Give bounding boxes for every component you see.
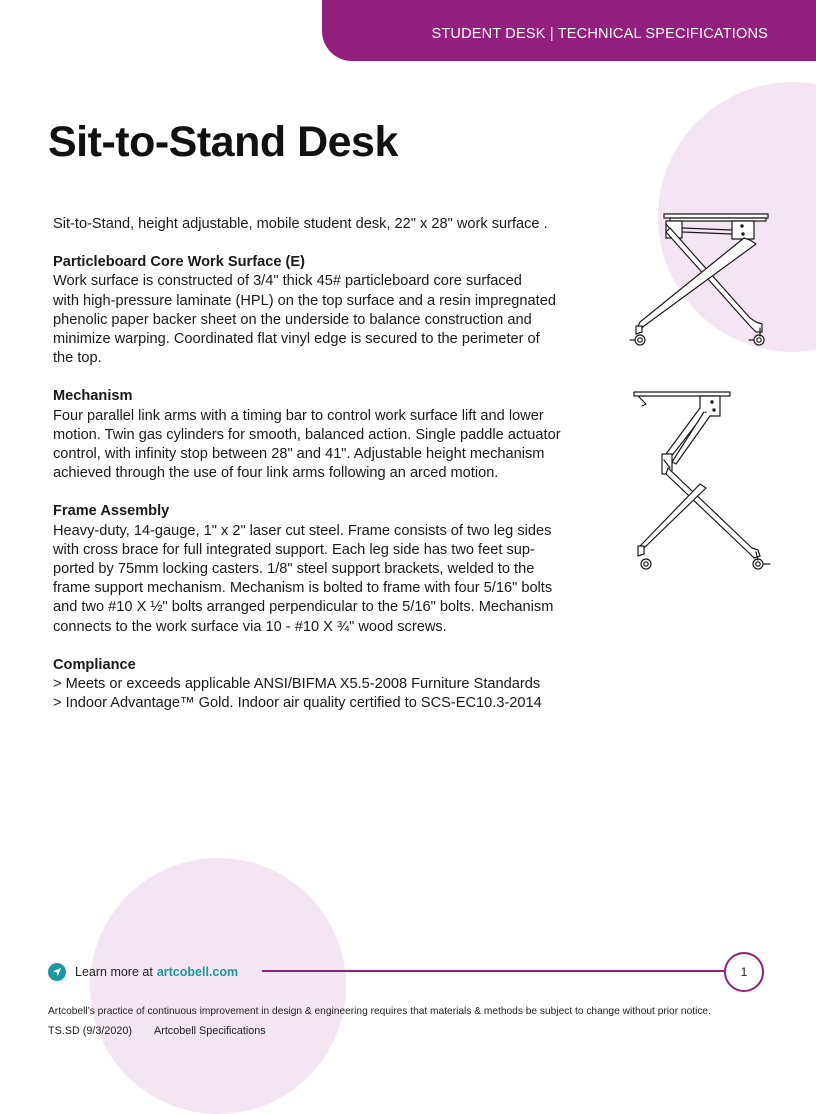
section-body — [53, 675, 613, 713]
header-label: STUDENT DESK | TECHNICAL SPECIFICATIONS — [431, 26, 768, 42]
body-line: and two #10 X ½" bolts arranged perpendicular to the 5/16" bolts. Mechanism — [53, 599, 554, 616]
section-heading: Compliance — [53, 656, 136, 673]
document-code: TS.SD (9/3/2020) — [48, 1025, 133, 1037]
body-line: achieved through the use of four link arms following an arced motion. — [53, 465, 499, 482]
body-line: > Indoor Advantage™ Gold. Indoor air quality certified to SCS-EC10.3-2014 — [53, 695, 542, 712]
disclaimer: Artcobell’s practice of continuous improvement in design & engineering requires that materials & methods be subject to change without prior notice. — [48, 1006, 711, 1017]
body-line: control, with infinity stop between 28" and 41". Adjustable height mechanism — [53, 446, 545, 463]
body-line: Heavy-duty, 14-gauge, 1" x 2" laser cut steel. Frame consists of two leg sides — [53, 522, 552, 539]
body-line: with cross brace for full integrated support. Each leg side has two feet sup- — [53, 541, 535, 558]
learn-more-link[interactable] — [48, 962, 238, 982]
section-heading: Mechanism — [53, 388, 133, 405]
section-mechanism — [53, 387, 613, 483]
body-line: minimize warping. Coordinated flat vinyl edge is secured to the perimeter of — [53, 331, 540, 348]
document-name: Artcobell Specifications — [154, 1025, 266, 1037]
section-body — [53, 407, 613, 484]
body-line: ported by 75mm locking casters. 1/8" steel support brackets, welded to the — [53, 561, 535, 578]
body-line: frame support mechanism. Mechanism is bolted to frame with four 5/16" bolts — [53, 580, 553, 597]
desk-lowered-illustration — [626, 208, 772, 352]
website-link[interactable]: artcobell.com — [156, 965, 239, 979]
intro-text: Sit-to-Stand, height adjustable, mobile student desk, 22" x 28" work surface . — [53, 216, 548, 232]
section-body — [53, 522, 613, 637]
section-compliance — [53, 656, 613, 714]
learn-more-label: Learn more at — [75, 965, 153, 979]
body-line: phenolic paper backer sheet on the underside to balance construction and — [53, 311, 532, 328]
section-frame-assembly — [53, 502, 613, 636]
body-line: motion. Twin gas cylinders for smooth, balanced action. Single paddle actuator — [53, 426, 561, 443]
body-line: the top. — [53, 350, 102, 367]
page-title: Sit-to-Stand Desk — [48, 118, 398, 166]
header-bar — [322, 0, 816, 61]
body-line: with high-pressure laminate (HPL) on the top surface and a resin impregnated — [53, 292, 556, 309]
body-line: Four parallel link arms with a timing bar to control work surface lift and lower — [53, 407, 544, 424]
body-line: Work surface is constructed of 3/4" thick 45# particleboard core surfaced — [53, 273, 522, 290]
document-info — [48, 1025, 266, 1037]
body-line: > Meets or exceeds applicable ANSI/BIFMA X5.5-2008 Furniture Standards — [53, 676, 541, 693]
section-body — [53, 272, 613, 368]
page-number-label: 1 — [740, 965, 748, 979]
decorative-circle-bottom — [90, 858, 346, 1114]
spec-content — [53, 215, 613, 732]
arrow-icon — [48, 963, 66, 981]
footer-divider — [262, 970, 724, 972]
desk-raised-illustration — [630, 388, 772, 574]
section-work-surface — [53, 253, 613, 368]
page-number — [724, 952, 764, 992]
body-line: connects to the work surface via 10 - #10 X ¾" wood screws. — [53, 618, 447, 635]
section-heading: Particleboard Core Work Surface (E) — [53, 254, 305, 271]
section-heading: Frame Assembly — [53, 503, 170, 520]
